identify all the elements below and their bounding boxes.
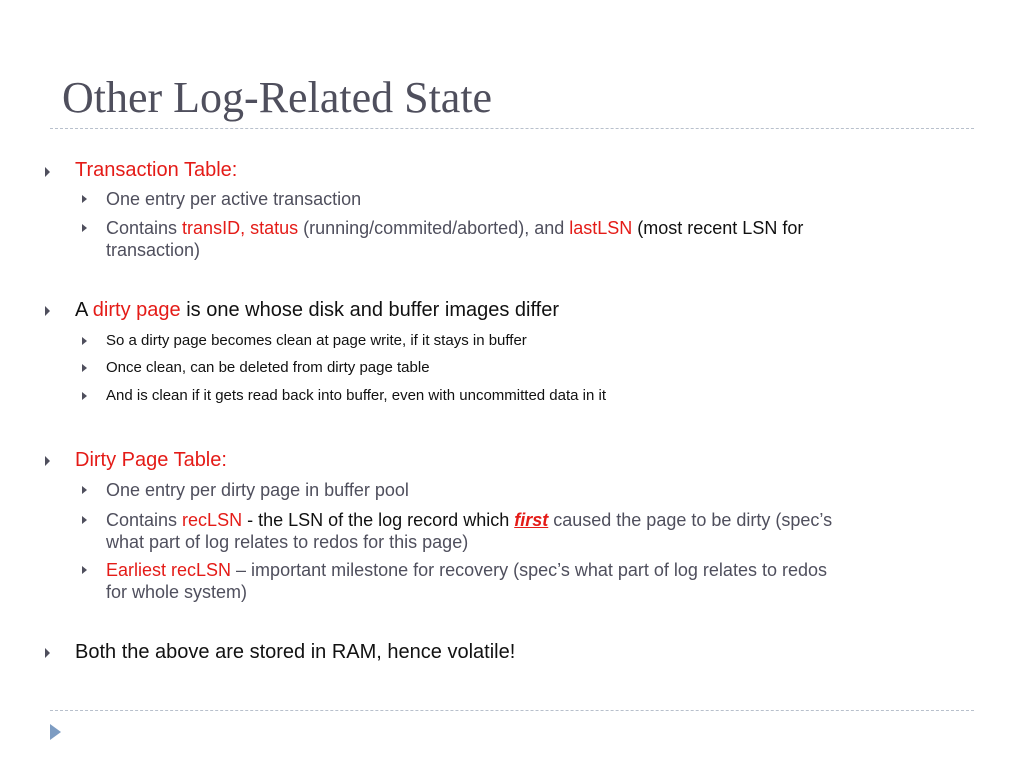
- dirty-page-item-2: Once clean, can be deleted from dirty page table: [106, 359, 430, 376]
- dirty-page-definition: [75, 298, 559, 322]
- term-earliest-reclsn: Earliest recLSN: [106, 560, 232, 580]
- bullet-icon: [45, 648, 50, 658]
- transaction-table-item-2: [106, 217, 803, 239]
- conclusion-text: Both the above are stored in RAM, hence volatile!: [75, 641, 516, 663]
- dirty-page-item-1: So a dirty page becomes clean at page write, if it stays in buffer: [106, 332, 527, 349]
- dirty-page-table-item-3-continued: for whole system): [106, 582, 248, 602]
- item-text: caused the page to be dirty (spec’s: [548, 510, 833, 530]
- dirty-page-table-item-2: [106, 509, 832, 531]
- item-text: - the LSN of the log record which: [242, 510, 515, 530]
- term-dirty-page: dirty page: [92, 299, 181, 321]
- sub-bullet-icon: [82, 364, 87, 372]
- play-arrow-icon[interactable]: [50, 724, 61, 740]
- item-text: Contains: [106, 510, 183, 530]
- item-text: – important milestone for recovery (spec’s what part of log relates to redos: [231, 560, 827, 580]
- item-text: (running/commited/aborted), and: [298, 218, 570, 238]
- transaction-table-item-1: One entry per active transaction: [106, 189, 362, 209]
- sub-bullet-icon: [82, 337, 87, 345]
- transaction-table-heading: Transaction Table:: [75, 159, 238, 181]
- term-reclsn: recLSN: [182, 510, 243, 530]
- bullet-icon: [45, 306, 50, 316]
- sub-bullet-icon: [82, 224, 87, 232]
- sub-bullet-icon: [82, 516, 87, 524]
- dirty-page-item-3: And is clean if it gets read back into buffer, even with uncommitted data in it: [106, 387, 607, 404]
- sub-bullet-icon: [82, 195, 87, 203]
- bullet-icon: [45, 456, 50, 466]
- dirty-page-table-heading: Dirty Page Table:: [75, 449, 227, 471]
- item-text: A: [75, 299, 93, 321]
- dirty-page-table-item-1: One entry per dirty page in buffer pool: [106, 480, 409, 500]
- item-text: Contains: [106, 218, 183, 238]
- item-text: (most recent LSN for: [632, 218, 804, 238]
- dirty-page-table-item-2-continued: what part of log relates to redos for this page): [106, 532, 469, 552]
- sub-bullet-icon: [82, 566, 87, 574]
- term-transid-status: transID, status: [182, 218, 299, 238]
- term-lastlsn: lastLSN: [569, 218, 633, 238]
- sub-bullet-icon: [82, 392, 87, 400]
- item-text: is one whose disk and buffer images differ: [180, 299, 560, 321]
- title-divider: [50, 128, 974, 129]
- transaction-table-item-2-continued: transaction): [106, 240, 201, 260]
- slide-title: Other Log-Related State: [62, 73, 493, 122]
- sub-bullet-icon: [82, 486, 87, 494]
- dirty-page-table-item-3: [106, 559, 827, 581]
- footer-divider: [50, 710, 974, 711]
- emphasis-first: first: [514, 510, 549, 530]
- bullet-icon: [45, 167, 50, 177]
